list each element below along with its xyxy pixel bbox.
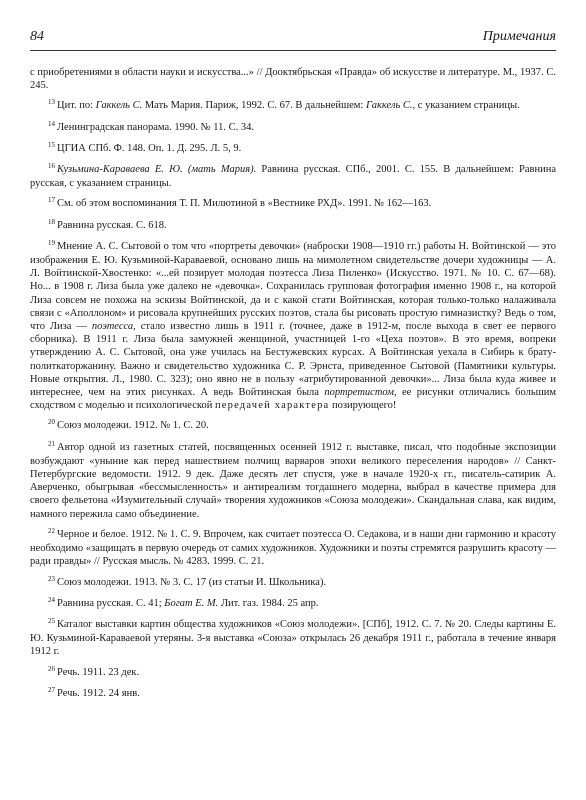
endnote-text: портретистом: [324, 387, 394, 399]
endnote: [30, 240, 556, 413]
header-rule: [30, 50, 556, 51]
endnote-number: 13: [48, 98, 55, 107]
page-number: 84: [30, 29, 44, 44]
endnote-text: Цит. по:: [57, 100, 96, 112]
endnote-text: См. об этом воспоминания Т. П. Милютиной в «Вестнике РХД». 1991. № 162—163.: [57, 198, 432, 210]
endnote-text: Союз молодежи. 1912. № 1. С. 20.: [57, 420, 209, 432]
endnote-text: Каталог выставки картин общества художников «Союз молодежи». [СПб], 1912. С. 7. № 20. Следы картины Е. Ю. Кузьминой-Караваевой утеряны. 3-я выставка «Союза» открылась 26 декабря 1911 г., работала в течение января 1912 г.: [30, 618, 556, 658]
endnote-text: передачей характера: [214, 400, 330, 412]
endnote: [30, 142, 556, 156]
endnote-text: Гаккель С.: [95, 100, 143, 112]
endnote-text: Кузьмина-Караваева Е. Ю. (мать Мария).: [57, 164, 257, 176]
endnote: [30, 687, 556, 701]
endnote-number: 15: [48, 140, 55, 149]
endnote-text: поэтесса: [91, 321, 134, 333]
endnote-text: Гаккель С.: [365, 100, 413, 112]
endnote: [30, 618, 556, 659]
endnote: [30, 121, 556, 135]
endnote: [30, 197, 556, 211]
endnote-number: 17: [48, 196, 55, 205]
endnote-text: , с указанием страницы.: [412, 100, 520, 112]
endnote-text: Равнина русская. С. 41;: [57, 597, 165, 609]
endnote: [30, 528, 556, 569]
endnote-text: Лит. газ. 1984. 25 апр.: [218, 597, 319, 609]
endnote: [30, 419, 556, 433]
endnote-text: Равнина русская. С. 618.: [57, 219, 167, 231]
endnote-number: 24: [48, 595, 55, 604]
endnote: [30, 99, 556, 113]
endnote-number: 20: [48, 418, 55, 427]
endnote-number: 22: [48, 526, 55, 535]
running-head: Примечания: [482, 29, 556, 44]
endnote-number: 16: [48, 162, 55, 171]
endnote: [30, 163, 556, 190]
endnote-number: 27: [48, 685, 55, 694]
endnote-number: 21: [48, 439, 55, 448]
endnote-text: Черное и белое. 1912. № 1. С. 9. Впрочем, как считает поэтесса О. Седакова, и в наши дни гармонию и красоту необходимо «защищать в первую очередь от самих художников. Художники и поэты стремятся разрушить красоту — ради правды» // Русская мысль. № 4283. 1999. С. 21.: [30, 528, 556, 568]
endnote-text: Автор одной из газетных статей, посвященных осенней 1912 г. выставке, писал, что подобные экспозиции возбуждают «уныние как перед нашествием полчищ варваров эпохи великого переселения народов» // Санкт-Петербургские ведомости. 1912. 9 дек. Даже десять лет спустя, уже в начале 1920-х гг., писатель-сатирик А. Аверченко, обыгрывая «бессмысленность» и антиреализм тогдашнего модерна, выбрал в качестве примера для своего фельетона «Изумительный случай» творения художников «Союза молодежи». Скандальная слава, как видим, намного пережила само объединение.: [30, 441, 556, 520]
endnote-continuation: [30, 66, 556, 92]
endnote-text: Равнина русская. СПб., 2001. С. 155. В дальнейшем: Равнина русская, с указанием страницы.: [30, 164, 556, 190]
endnote-number: 25: [48, 616, 55, 625]
endnote-text: Богат Е. М.: [164, 597, 219, 609]
endnote-number: 14: [48, 119, 55, 128]
endnote-text: , стало известно лишь в 1911 г. (точнее, даже в 1912-м, после выхода в свет ее первого сборника). В 1911 г. Лиза была замужней женщиной, участницей 1-го «Цеха поэтов». В это время, вопреки утверждению А. С. Сытовой, она уже училась на Бестужевских курсах. А Войтинская уехала в Сибирь к брату-политкаторжанину. Важно и свидетельство художника С. Р. Эрнста, приведенное Сытовой (Памятники культуры. Новые открытия. Л., 1980. С. 323); оно явно не в пользу «атрибутированной девочки»... Лиза была куда живее и интереснее, чем на этих рисунках. А ведь Войтинская была: [30, 321, 556, 399]
endnote-text: позирующего!: [329, 400, 397, 412]
endnote: [30, 576, 556, 590]
endnote-text: ЦГИА СПб. Ф. 148. Оп. 1. Д. 295. Л. 5, 9.: [57, 142, 242, 154]
endnote: [30, 597, 556, 611]
endnote-text: Союз молодежи. 1913. № 3. С. 17 (из статьи И. Школьника).: [57, 576, 327, 588]
endnote-number: 23: [48, 574, 55, 583]
endnote-text: с приобретениями в области науки и искусства...» // Доoктябрьская «Правда» об искусстве и литературе. М., 1937. С. 245.: [30, 67, 556, 92]
endnote: [30, 219, 556, 233]
endnote-text: Мать Мария. Париж, 1992. С. 67. В дальнейшем:: [142, 100, 366, 112]
endnote: [30, 441, 556, 521]
endnote-text: , ее рисунки отличались большим сходством с моделью и психологической: [30, 387, 556, 412]
endnote-number: 18: [48, 217, 55, 226]
endnote: [30, 666, 556, 680]
endnote-text: Ленинградская панорама. 1990. № 11. С. 34.: [57, 121, 255, 133]
endnote-text: Речь. 1911. 23 дек.: [57, 666, 140, 678]
endnotes-list: [30, 66, 556, 708]
endnote-text: Мнение А. С. Сытовой о том что «портреты девочки» (наброски 1908—1910 гг.) работы Н. Войтинской — это изображения Е. Ю. Кузьминой-Караваевой, основано лишь на мимолетном свидетельстве дочери художницы — А. Л. Войтинской-Хвостенко: «...ей позирует молодая поэтесса Лиза Пиленко» (Искусство. 1971. № 10. С. 67—68). Но... в 1908 г. Лиза была уже далеко не «девочка». Сохранилась групповая фотография именно 1908 г., на которой Лиза совсем не похожа на эскизы Войтинской, да и с какой стати Войтинская, которая только-только налаживала связи с «Аполлоном» и рисовала крупнейших русских поэтов, стала бы рисовать простую гимназистку? Ведь о том, что Лиза —: [30, 240, 556, 333]
endnote-number: 26: [48, 664, 55, 673]
endnote-text: Речь. 1912. 24 янв.: [57, 687, 140, 699]
endnote-number: 19: [48, 238, 55, 247]
